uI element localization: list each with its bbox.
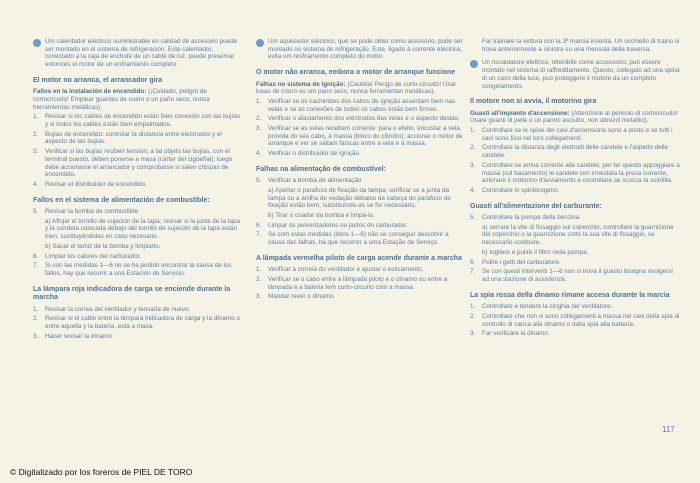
- section-title: Il motore non si avvia, il motorino gira: [470, 98, 597, 106]
- list-item: 6. Pulire i getti del carburatore.: [470, 258, 561, 266]
- step-list: [470, 127, 680, 195]
- step-list: [33, 306, 243, 341]
- list-item: a) Aflojar el tornillo de sujeción de la tapa; revisar si la junta de la tapa y la sondeta colocada debajo del tornillo de sujeción de la tapa están bien, sustituyéndolas en caso necesario.: [45, 217, 240, 241]
- page-number: 117: [662, 425, 675, 434]
- list-item: 1. Controllare se le spine dei cavi d'accensione sono a posto e se tutti i cavi sono fissi nei loro collegamenti.: [470, 127, 673, 142]
- list-item: 7. Si con las medidas 1—6 no se ha podido encontrar la causa de los fallos, hay que recurrir a una Estación de Servicio.: [33, 262, 232, 277]
- list-item: 1. Controllare e tendere la cinghia del ventilatore.: [470, 303, 613, 311]
- section-title: La lámpara roja indicadora de carga se enciende durante la marcha: [33, 285, 231, 302]
- list-item: a) serrare la vite di fissaggio sul coperchio, controllare la guarnizione del coperchio o la guarnizione sotto la sua vite di fissaggio, se necessario sostituire.: [482, 223, 674, 247]
- intro-block: [33, 38, 243, 69]
- step-list: [470, 303, 680, 338]
- list-item: b) Sacar el tamiz de la bomba y limpiarlo.: [45, 242, 161, 250]
- list-item: 5. Controllare la pompa della benzina: [470, 214, 580, 222]
- towing-note: Far trainare la vettura con la 3ª marcia inserita. Un occhiello di traino si trova anteriormente a sinistra su una mensola della traversa.: [482, 38, 680, 53]
- section-title: Guasti all'alimentazione del carburante:: [470, 202, 602, 210]
- list-item: 1. Verificar a correia do ventilador e ajustar o esticamento.: [256, 266, 424, 274]
- bullet-dot-icon: [470, 60, 478, 68]
- section-fuel: [256, 166, 466, 247]
- section-title: La spia rossa della dinamo rimane accesa durante la marcia: [470, 291, 670, 299]
- step-list: [256, 98, 466, 158]
- list-item: b) Tirar o coador da bomba e limpá-lo.: [268, 212, 375, 220]
- column-spanish: [33, 38, 243, 348]
- list-item: 1. Revisar la correa del ventilador y tensarla de nuevo.: [33, 305, 191, 313]
- step-list: [470, 214, 680, 284]
- list-item: 3. Hacer revisar la dínamo: [33, 332, 112, 340]
- section-subtitle: Guasti all'impianto d'accensione: (Attenzione al pericolo di cortocircuito! Usare guanti di pelle o un panno asciutto, non attrezzi metallici).: [470, 109, 678, 125]
- list-item: 6. Limpar os pulverizadores ou jactos do carburador.: [256, 221, 408, 229]
- step-list: [256, 266, 466, 301]
- list-item: b) togliere e pulire il filtro nella pompa.: [482, 248, 589, 256]
- step-list: [33, 208, 243, 278]
- section-title: Fallos en el sistema de alimentación de combustible:: [33, 196, 210, 204]
- section-title: O motor não arranca, embora o motor de arranque funcione: [256, 69, 456, 77]
- list-item: 4. Controllare lo spinterogeno.: [470, 186, 560, 194]
- intro-text: Um aquecedor eléctrico, que se pode obter como acessório, pode ser montado no sistema de refrigeração. Este, ligado à corrente eléctrica, evita um resfriamento completo do motor.: [268, 38, 463, 61]
- footer-credit: © Digitalizado por los foreros de PIEL DE TORO: [10, 467, 193, 477]
- list-item: 2. Revisar si el cable entre la lámpara indicadora de carga y la dínamo o entre aquella y la batería, está a masa.: [33, 315, 240, 330]
- list-item: 2. Verificar o afastamento dos eléctrodos das velas e o aspecto destas.: [256, 115, 460, 123]
- intro-block: [470, 59, 680, 90]
- list-item: 2. Controllare la distanza degli elettrodi delle candele e l'aspetto delle candele.: [470, 144, 669, 160]
- section-title: A lâmpada vermelha piloto de carga acende durante a marcha: [256, 254, 462, 262]
- section-ignition: [33, 77, 243, 189]
- section-title: Falhas na alimentação de combustível:: [256, 165, 386, 173]
- bullet-dot-icon: [33, 39, 41, 47]
- section-subtitle: Falhas no sistema de ignição: (Cautela! Perigo de curto-circuito! Usar luvas de couro ou um pano seco, nunca ferramentas metálicas).: [256, 80, 457, 96]
- list-item: 3. Mandar rever o dínamo.: [256, 293, 336, 301]
- list-item: 2. Bujías de encendido: controlar la distancia entre electrodos y el aspecto de las bujías.: [33, 130, 222, 146]
- list-item: 1. Revisar si los cables de encendido están bien conexión con las bujías y si todos los cables están bien empalmados.: [33, 113, 240, 129]
- bullet-dot-icon: [256, 39, 264, 47]
- step-list: [33, 113, 243, 188]
- section-charge-lamp: [470, 292, 680, 338]
- list-item: 2. Controllare che non vi sono collegamenti a massa nei cavi della spia di controllo di carica alla dinamo o dalla spia alla batteria.: [470, 312, 680, 328]
- list-item: 3. Far verificare la dinamo.: [470, 330, 550, 338]
- column-portuguese: [256, 38, 466, 309]
- section-ignition: [256, 69, 466, 158]
- list-item: 1. Verificar se os cachimbos dos cabos de ignição assentam bem nas velas e se as conexões de todos os cabos estão bem firmes.: [256, 97, 456, 113]
- list-item: 2. Verificar se o cabo entre a lâmpada piloto e o dínamo ou entre a lâmpada e a bateria tem curto-circuito com a massa.: [256, 275, 448, 291]
- list-item: 3. Verificar si las bujías reciben tensión: a tal objeto las bujías, con el terminal puesto, deben ponerse a masa (cárter del cigüeñal); luego debe accionarse el arrancador y comprobarse si salen chispas de encendido.: [33, 148, 233, 179]
- list-item: 3. Verificar se as velas recebem corrente: para o efeito, encostar a vela, provida do seu cabo, à massa (bloco do cilindro); accionar o motor de arranque e ver se saltam faíscas entre a vela e a massa.: [256, 125, 463, 148]
- list-item: 6. Limpiar los calores del carburador.: [33, 252, 142, 260]
- list-item: 7. Se con questi interventi 1—6 non si trova il guasto bisogna rivolgersi ad una stazione di assistenza.: [470, 268, 673, 283]
- column-italian: [470, 38, 680, 346]
- intro-block: [256, 38, 466, 61]
- section-title: El motor no arranca, el arrancador gira: [33, 76, 163, 84]
- step-list: [256, 177, 466, 247]
- section-ignition: [470, 98, 680, 194]
- list-item: 4. Verificar o distribuidor de ignição.: [256, 150, 361, 158]
- list-item: 5. Verificar a bomba de alimentação: [256, 177, 362, 185]
- list-item: 7. Se com estas medidas (itens 1—6) não se conseguir descobrir a causa das falhas, há que recorrer a uma Estação de Serviço.: [256, 231, 449, 247]
- section-subtitle: Fallos en la instalación de encendido: (¡Cuidado, peligro de cortocircuito! Emplear guantes de cuero o un paño seco, nunca herramientas metálicas).: [33, 88, 210, 111]
- list-item: 5. Revisar la bomba de combustible: [33, 208, 139, 216]
- section-fuel: [470, 203, 680, 284]
- intro-text: Um calentador eléctrico suministrable en calidad de accesorio puede ser montado en el sistema de refrigeración. Este calentador, conectado a la caja de enchufe de un cable de luz, puede preservar entonces el motor de un enfriamiento completo.: [45, 38, 238, 69]
- section-charge-lamp: [256, 255, 466, 301]
- list-item: 4. Revisar el distribuidor de encendido.: [33, 180, 147, 188]
- list-item: a) Apertar o parafuso de fixação da tampa; verificar se a junta da tampa ou a anilha de vedação debaixo da cabeça do parafuso de fixação estão bem, substituindo-as se for necessário.: [268, 186, 451, 210]
- section-fuel: [33, 197, 243, 278]
- intro-text: Un riscaldatore elettrico, ottenibile come accessorio, può essere montato nel sistema di raffreddamento. Questo, collegato ad una spina di un cavo della luce, può proteggere il motore da un completo congelamento.: [482, 59, 680, 90]
- list-item: 3. Controllare se arriva corrente alle candele; per far questo appoggiare a massa (sul basamento) le candele con innestata la presa corrente, azionare il motorino d'avviamento e controllare se scocca la scintilla.: [470, 161, 680, 185]
- section-charge-lamp: [33, 286, 243, 341]
